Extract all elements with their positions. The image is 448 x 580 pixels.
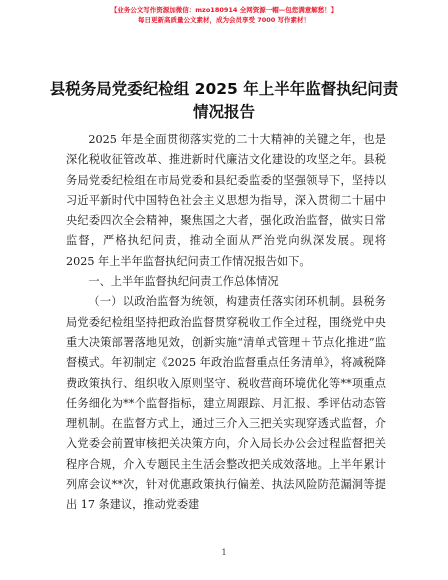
- document-title: 县税务局党委纪检组 2025 年上半年监督执纪问责情况报告: [49, 80, 399, 121]
- page-number: 1: [221, 548, 227, 557]
- promo-banner-line-2: 每日更新高质量公文素材，成为会员享受 7000 写作素材！: [137, 16, 311, 24]
- document-body: [66, 130, 386, 516]
- promo-banner: [0, 5, 448, 25]
- promo-banner-line-1: 【业务公文写作资源加微信：mzo180914 全网资源一帽—包您满意解愁！】: [110, 6, 338, 14]
- intro-paragraph: 2025 年是全面贯彻落实党的二十大精神的关键之年，也是深化税收征管改革、推进新时代廉洁文化建设的攻坚之年。县税务局党委纪检组在市局党委和县纪委监委的坚强领导下，坚持以习近平新时代中国特色社会主义思想为指导，深入贯彻二十届中央纪委四次全会精神，聚焦国之大者，强化政治监督，做实日常监督，严格执纪问责，推动全面从严治党向纵深发展。现将 2025 年上半年监督执纪问责工作情况报告如下。: [66, 133, 386, 268]
- body-paragraph: （一）以政治监督为统领，构建责任落实闭环机制。县税务局党委纪检组坚持把政治监督贯穿税收工作全过程，围绕党中央重大决策部署落地见效，创新实施“清单式管理＋节点化推进”监督模式。年初制定《2025 年政治监督重点任务清单》，将减税降费政策执行、组织收入原则坚守、税收营商环境优化等**项重点任务细化为**个监督指标，建立周跟踪、月汇报、季评估动态管理机制。在监督方式上，通过三介入三把关实现穿透式监督，介入党委会前置审核把关决策方向，介入局长办公会过程监督把关程序合规，介入专题民主生活会整改把关成效落地。上半年累计列席会议**次，针对优惠政策执行偏差、执法风险防范漏洞等提出 17 条建议，推动党委建: [66, 295, 386, 512]
- section-heading: 一、上半年监督执纪问责工作总体情况: [88, 275, 279, 289]
